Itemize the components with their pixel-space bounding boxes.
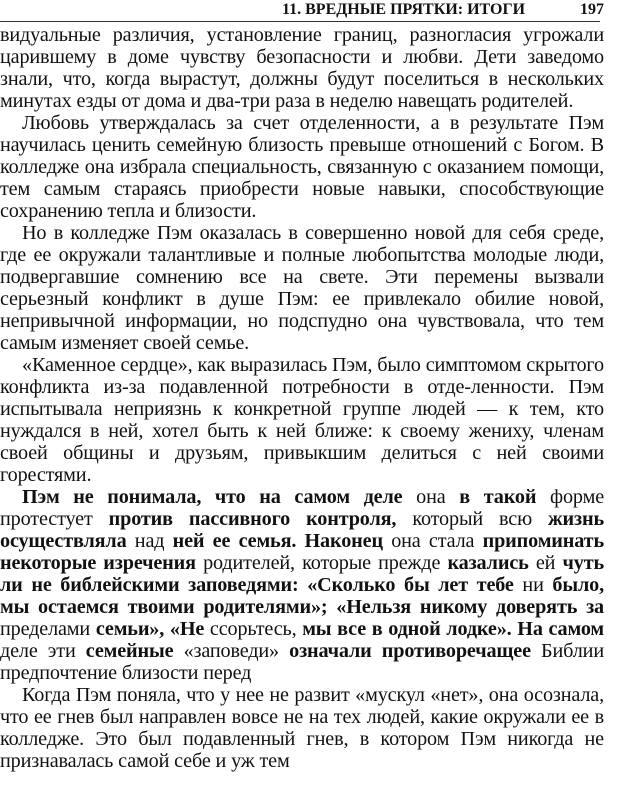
text-run: «заповеди» bbox=[173, 640, 290, 662]
text-run: Когда Пэм поняла, что у нее не развит «мускул «нет», она осознала, что ее гнев был направлен вовсе не на тех людей, какие окружали ее в колледже. Это был подавленный гнев, в котором Пэм никогда не признавалась самой себе и уж тем bbox=[0, 684, 604, 772]
text-run: Библии предпочтение близости перед bbox=[0, 640, 604, 684]
chapter-title: 11. ВРЕДНЫЕ ПРЯТКИ: ИТОГИ bbox=[282, 1, 526, 18]
paragraph-3 bbox=[0, 222, 604, 354]
text-run: родителей, которые прежде bbox=[195, 552, 448, 574]
text-run: пределами bbox=[0, 618, 96, 640]
paragraph-1 bbox=[0, 24, 604, 112]
bold-run: Пэм не понимала, что на самом деле bbox=[22, 486, 403, 508]
bold-run: ней ее семья. Наконец bbox=[172, 530, 383, 552]
text-run: который всю bbox=[396, 508, 549, 530]
text-run: ей bbox=[528, 552, 563, 574]
bold-run: казались bbox=[447, 552, 529, 574]
text-run: ни bbox=[513, 574, 553, 596]
bold-run: было, мы остаемся твоими родителями»; «Нельзя никому доверять за bbox=[0, 574, 604, 618]
bold-run: в такой bbox=[459, 486, 537, 508]
paragraph-6 bbox=[0, 684, 604, 772]
header-rule bbox=[0, 21, 600, 22]
text-run: ссорьтесь, bbox=[204, 618, 303, 640]
paragraph-5 bbox=[0, 486, 604, 684]
page-number: 197 bbox=[580, 1, 604, 18]
running-header bbox=[0, 0, 620, 22]
text-run: «Каменное сердце», как выразилась Пэм, было симптомом скрытого конфликта из-за подавленной потребности в отде-ленности. Пэм испытывала неприязнь к конкретной группе людей — к тем, кто нуждался в ней, хотел быть к ней ближе: к своему жениху, членам своей общины и друзьям, привыкшим делиться с ней своими горестями. bbox=[0, 354, 604, 486]
paragraph-2 bbox=[0, 112, 604, 222]
bold-run: жизнь осуществляла bbox=[0, 508, 604, 552]
bold-run: означали противоречащее bbox=[289, 640, 531, 662]
text-run: видуальные различия, установление границ, разногласия угрожали царившему в доме чувству безопасности и любви. Дети заведомо знали, что, когда вырастут, должны будут поселиться в нескольких минутах езды от дома и два-три раза в неделю навещать родителей. bbox=[0, 24, 604, 112]
bold-run: семейные bbox=[85, 640, 174, 662]
text-run: она стала bbox=[382, 530, 483, 552]
text-run: она bbox=[402, 486, 460, 508]
bold-run: припоминать некоторые изречения bbox=[0, 530, 604, 574]
text-run: над bbox=[126, 530, 173, 552]
paragraph-4 bbox=[0, 354, 604, 486]
text-run: деле эти bbox=[0, 640, 86, 662]
bold-run: мы все в одной лодке». На самом bbox=[302, 618, 604, 640]
bold-run: чуть ли не библейскими заповедями: «Сколько бы лет тебе bbox=[0, 552, 604, 596]
bold-run: семьи», «Не bbox=[95, 618, 205, 640]
text-run: форме протестует bbox=[0, 486, 605, 530]
text-run: Но в колледже Пэм оказалась в совершенно новой для себя среде, где ее окружали талантливые и полные любопытства молодые люди, подвергавшие сомнению все на свете. Эти перемены вызвали серьезный конфликт в душе Пэм: ее привлекало обилие новой, непривычной информации, но подспудно она чувствовала, что тем самым изменяет своей семье. bbox=[0, 222, 604, 354]
bold-run: против пассивного контроля, bbox=[108, 508, 397, 530]
body-text bbox=[0, 24, 604, 772]
text-run: Любовь утверждалась за счет отделенности, а в результате Пэм научилась ценить семейную близость превыше отношений с Богом. В колледже она избрала специальность, связанную с оказанием помощи, тем самым стараясь приобрести новые навыки, способствующие сохранению тепла и близости. bbox=[0, 112, 604, 222]
